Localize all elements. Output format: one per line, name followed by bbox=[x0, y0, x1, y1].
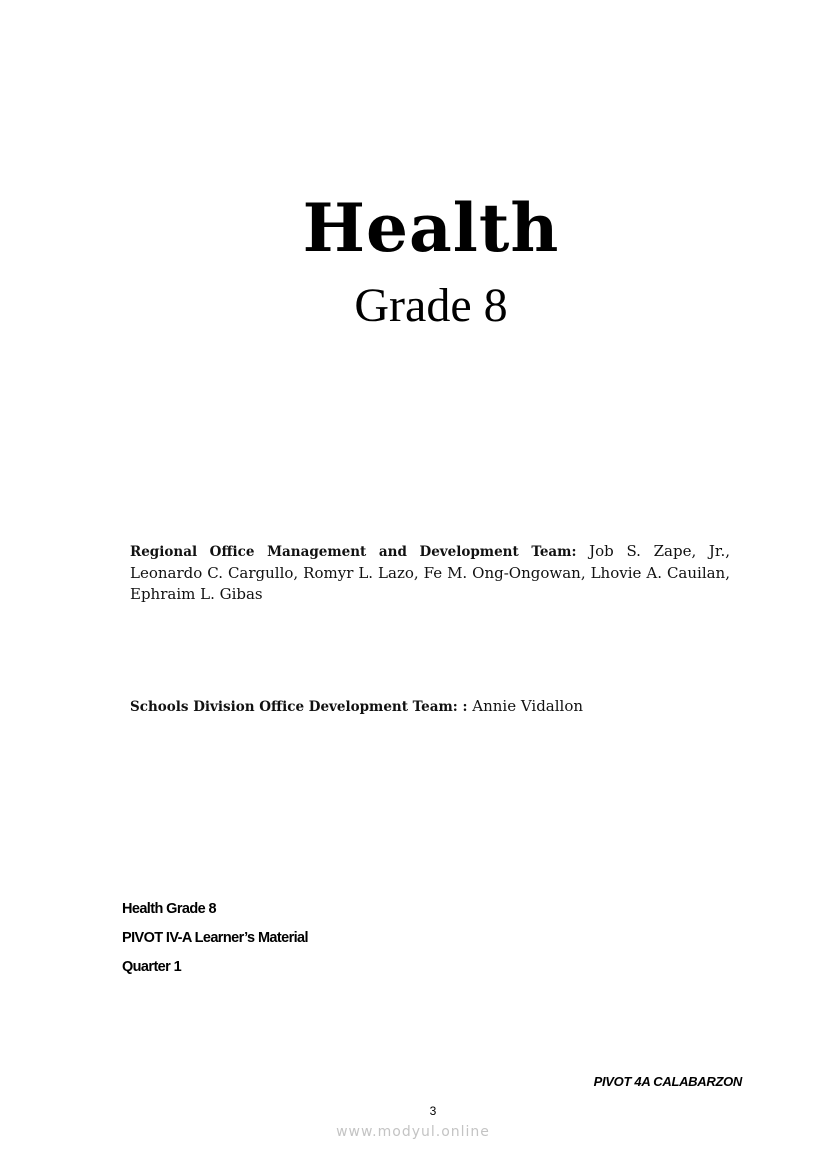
material-quarter: Quarter 1 bbox=[122, 959, 182, 975]
regional-team-names: Job S. Zape, Jr., Leonardo C. Cargullo, Romyr L. Lazo, Fe M. Ong-Ongowan, Lhovie A. Cauilan, Ephraim L. Gibas bbox=[130, 542, 730, 603]
footer-brand: PIVOT 4A CALABARZON bbox=[593, 1074, 742, 1089]
grade-subtitle: Grade 8 bbox=[354, 279, 508, 332]
material-subject: Health Grade 8 bbox=[122, 901, 216, 917]
regional-team-credits bbox=[130, 541, 730, 605]
division-team-credits bbox=[130, 696, 730, 718]
page-number: 3 bbox=[429, 1104, 437, 1118]
regional-team-label: Regional Office Management and Development Team: bbox=[130, 544, 577, 560]
watermark: www.modyul.online bbox=[336, 1124, 490, 1140]
document-title: Health bbox=[302, 189, 560, 267]
division-team-names: Annie Vidallon bbox=[467, 697, 584, 715]
material-type: PIVOT IV-A Learner’s Material bbox=[122, 930, 308, 946]
division-team-label: Schools Division Office Development Team: : bbox=[130, 699, 468, 715]
